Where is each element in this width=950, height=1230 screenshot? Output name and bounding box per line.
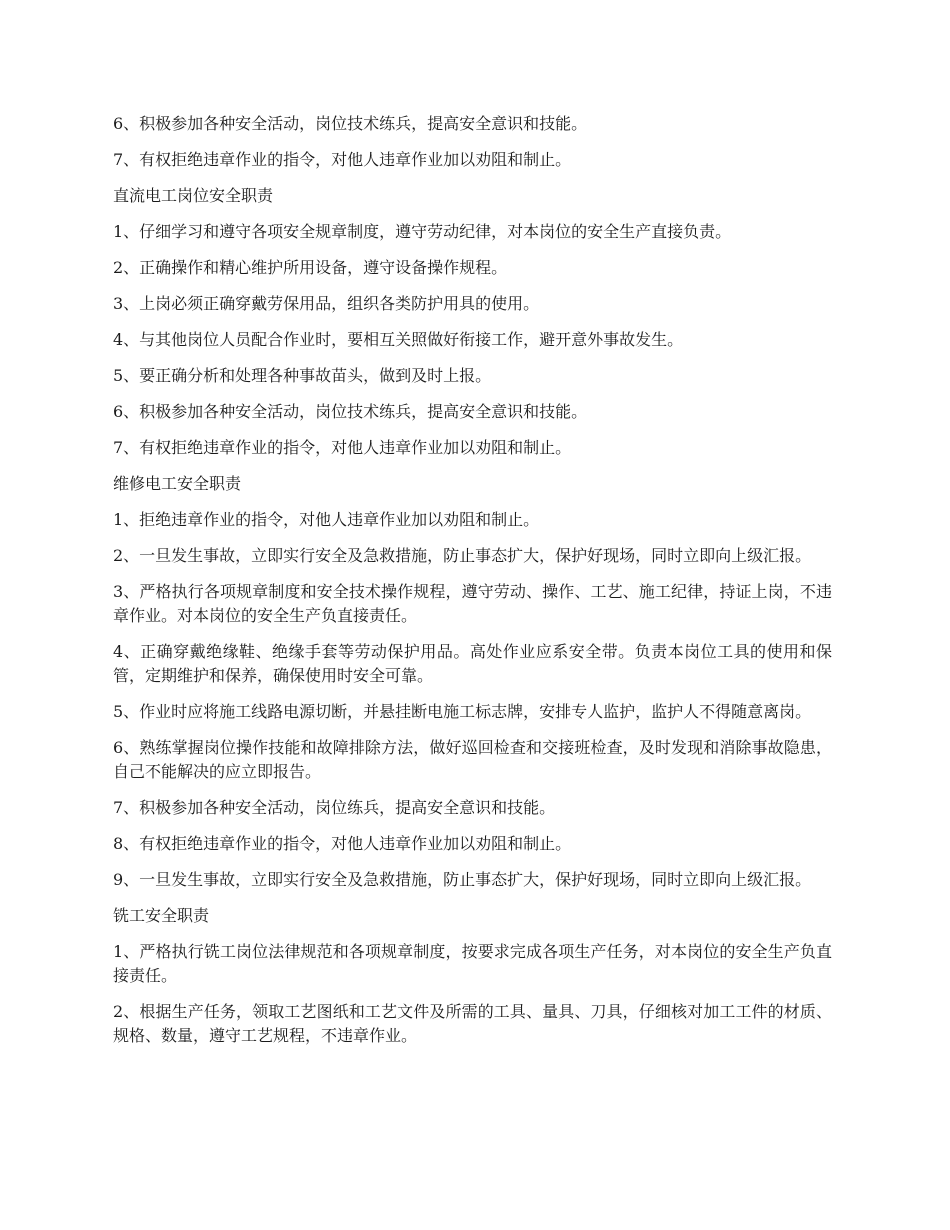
paragraph: 6、积极参加各种安全活动，岗位技术练兵，提高安全意识和技能。 [113,402,588,421]
paragraph: 8、有权拒绝违章作业的指令，对他人违章作业加以劝阻和制止。 [113,834,572,853]
paragraph: 1、仔细学习和遵守各项安全规章制度，遵守劳动纪律，对本岗位的安全生产直接负责。 [113,222,732,241]
paragraph: 9、一旦发生事故，立即实行安全及急救措施，防止事态扩大，保护好现场，同时立即向上级汇报。 [113,870,812,889]
paragraph: 3、上岗必须正确穿戴劳保用品，组织各类防护用具的使用。 [113,294,540,313]
paragraph: 6、熟练掌握岗位操作技能和故障排除方法，做好巡回检查和交接班检查，及时发现和消除事故隐患，自己不能解决的应立即报告。 [113,738,832,781]
paragraph: 4、与其他岗位人员配合作业时，要相互关照做好衔接工作，避开意外事故发生。 [113,330,684,349]
section-heading: 直流电工岗位安全职责 [113,186,274,205]
paragraph: 1、严格执行铣工岗位法律规范和各项规章制度，按要求完成各项生产任务，对本岗位的安全生产负直接责任。 [113,942,832,985]
section-heading: 铣工安全职责 [113,906,210,925]
paragraph: 2、根据生产任务，领取工艺图纸和工艺文件及所需的工具、量具、刀具，仔细核对加工工件的材质、规格、数量，遵守工艺规程，不违章作业。 [113,1002,832,1045]
paragraph: 7、有权拒绝违章作业的指令，对他人违章作业加以劝阻和制止。 [113,150,572,169]
paragraph: 1、拒绝违章作业的指令，对他人违章作业加以劝阻和制止。 [113,510,540,529]
paragraph: 2、一旦发生事故，立即实行安全及急救措施，防止事态扩大，保护好现场，同时立即向上级汇报。 [113,546,812,565]
paragraph: 7、有权拒绝违章作业的指令，对他人违章作业加以劝阻和制止。 [113,438,572,457]
paragraph: 6、积极参加各种安全活动，岗位技术练兵，提高安全意识和技能。 [113,114,588,133]
paragraph: 5、要正确分析和处理各种事故苗头，做到及时上报。 [113,366,492,385]
paragraph: 5、作业时应将施工线路电源切断，并悬挂断电施工标志牌，安排专人监护，监护人不得随意离岗。 [113,702,812,721]
section-heading: 维修电工安全职责 [113,474,242,493]
paragraph: 4、正确穿戴绝缘鞋、绝缘手套等劳动保护用品。高处作业应系安全带。负责本岗位工具的使用和保管，定期维护和保养，确保使用时安全可靠。 [113,642,832,685]
paragraph: 3、严格执行各项规章制度和安全技术操作规程，遵守劳动、操作、工艺、施工纪律，持证上岗，不违章作业。对本岗位的安全生产负直接责任。 [113,582,832,625]
paragraph: 7、积极参加各种安全活动，岗位练兵，提高安全意识和技能。 [113,798,556,817]
paragraph: 2、正确操作和精心维护所用设备，遵守设备操作规程。 [113,258,508,277]
